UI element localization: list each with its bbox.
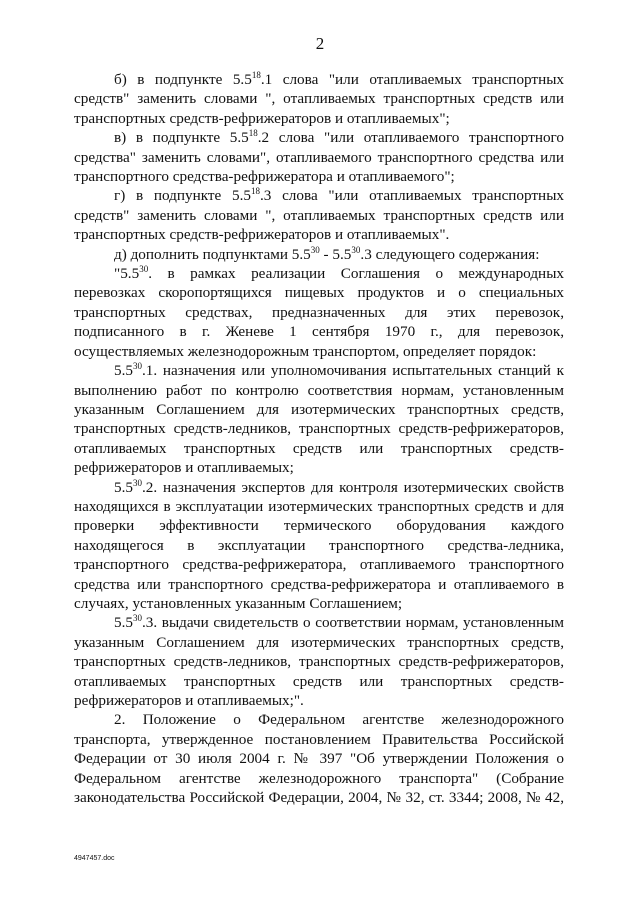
paragraph-5-5-30: "$5.5^{30}$. в рамках реализации Соглашения о международных перевозках скоропортящихся пищевых продуктов и о специальных транспортных средствах, предназначенных для этих перевозок, подписанного в г. Женеве 1 сентября 1970 г., для перевозок, осуществляемых железнодорожным транспортом, определяет порядок:: [74, 264, 564, 360]
paragraph-2: 2. Положение о Федеральном агентстве железнодорожного транспорта, утвержденное постановлением Правительства Российской Федерации от 30 июля 2004 г. № 397 "Об утверждении Положения о Федеральном агентстве железнодорожного транспорта" (Собрание законодательства Российской Федерации, 2004, № 32, ст. 3344; 2008, № 42,: [74, 711, 564, 807]
document-body: [74, 70, 564, 807]
paragraph-5-5-30-3: $5.5^{30}.3$. выдачи свидетельств о соответствии нормам, установленным указанным Соглашением для изотермических транспортных средств, транспортных средств-ледников, транспортных средств-рефрижераторов, отапливаемых транспортных средств или транспортных средств-рефрижераторов и отапливаемых;".: [74, 613, 564, 709]
paragraph-g: г) в подпункте $5.5^{18}.3$ слова "или отапливаемых транспортных средств" заменить словами ", отапливаемых транспортных средств или транспортных средств-рефрижераторов и отапливаемых".: [74, 186, 564, 244]
paragraph-5-5-30-1: $5.5^{30}.1$. назначения или уполномочивания испытательных станций к выполнению работ по контролю соответствия нормам, установленным указанным Соглашением для изотермических транспортных средств, транспортных средств-ледников, транспортных средств-рефрижераторов, отапливаемых транспортных средств или транспортных средств-рефрижераторов и отапливаемых;: [74, 361, 564, 477]
page-number: 2: [315, 34, 325, 53]
paragraph-5-5-30-2: $5.5^{30}.2$. назначения экспертов для контроля изотермических свойств находящихся в эксплуатации изотермических транспортных средств и для проверки эффективности термического оборудования каждого находящегося в эксплуатации транспортного средства-ледника, транспортного средства-рефрижератора, отапливаемого транспортного средства или транспортного средства-рефрижератора и отапливаемого в случаях, установленных указанным Соглашением;: [74, 477, 564, 612]
paragraph-v: в) в подпункте $5.5^{18}.2$ слова "или отапливаемого транспортного средства" заменить словами", отапливаемого транспортного средства или транспортного средства-рефрижератора и отапливаемого";: [74, 128, 564, 186]
file-name-footer: 4947457.doc: [74, 855, 115, 862]
paragraph-b: б) в подпункте $5.5^{18}.1$ слова "или отапливаемых транспортных средств" заменить словами ", отапливаемых транспортных средств или транспортных средств-рефрижераторов и отапливаемых";: [74, 70, 564, 127]
paragraph-d: д) дополнить подпунктами $5.5^{30} - 5.5^{30}.3$ следующего содержания:: [114, 244, 540, 263]
